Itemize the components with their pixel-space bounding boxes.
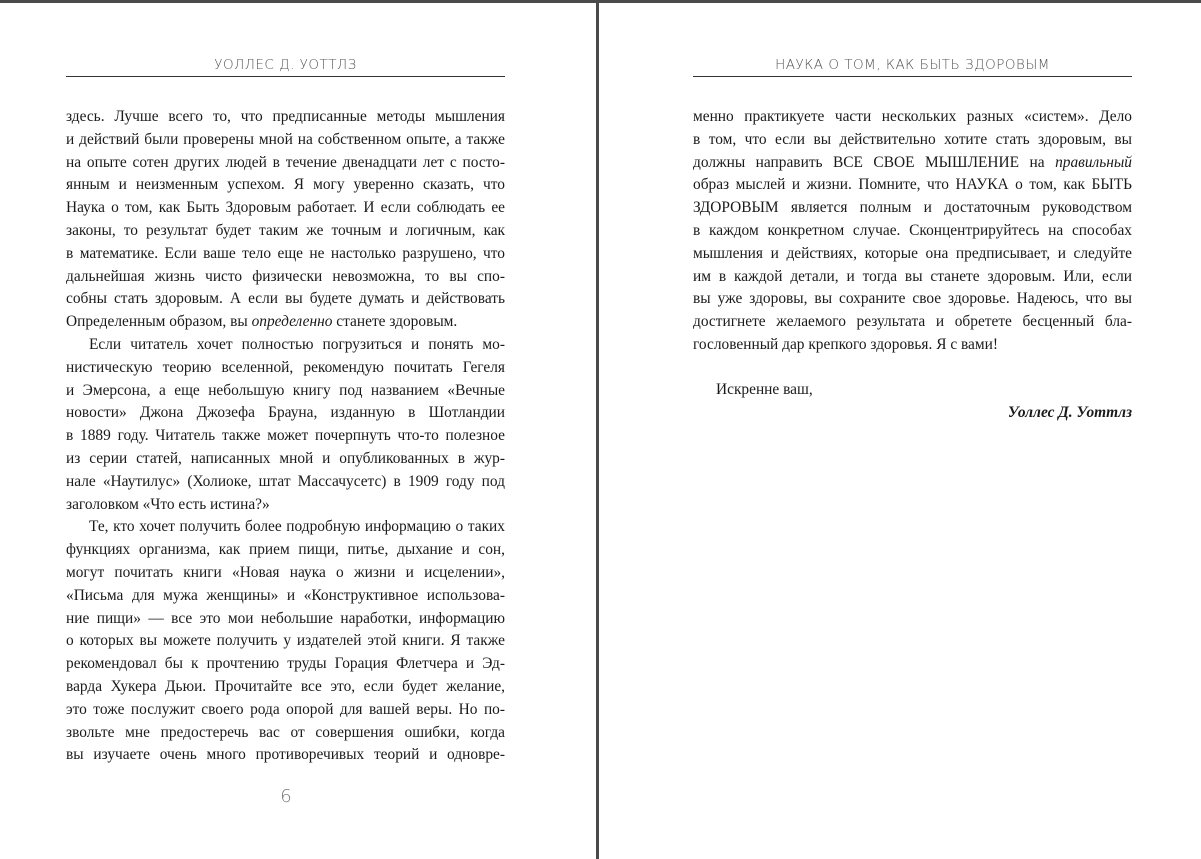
text-line: в математике. Если ваше тело еще не настолько разрушено, что	[66, 244, 505, 262]
text-line: в каждом конкретном случае. Сконцентрируйтесь на способах	[693, 221, 1132, 239]
text-line: ЗДОРОВЫМ является полным и достаточным руководством	[693, 199, 1132, 217]
text-line: варда Хукера Дьюи. Прочитайте все это, если будет желание,	[66, 677, 505, 695]
text-line: и действий были проверены мной на собственном опыте, а также	[66, 130, 505, 148]
text-line: новости» Джона Джозефа Брауна, изданную в Шотландии	[66, 404, 505, 422]
right-page-paragraph	[693, 106, 1132, 357]
text-line: Если читатель хочет полностью погрузиться и понять мо-	[89, 335, 505, 353]
text-line: дальнейшая жизнь чисто физически невозможна, то вы спо-	[66, 267, 505, 285]
text-segment: станете здоровым.	[332, 313, 458, 331]
text-line: нале «Наутилус» (Холиоке, штат Массачусетс) в 1909 году под	[66, 472, 505, 490]
running-head-title: НАУКА О ТОМ, КАК БЫТЬ ЗДОРОВЫМ	[693, 56, 1132, 77]
text-segment: должны направить ВСЕ СВОЕ МЫШЛЕНИЕ на	[693, 153, 1056, 171]
text-line: Те, кто хочет получить более подробную информацию о таких	[89, 518, 505, 536]
text-line: заголовком «Что есть истина?»	[66, 495, 270, 513]
signature-gap	[693, 357, 1132, 379]
text-line: ние пищи» — все это мои небольшие наработки, информацию	[66, 609, 505, 627]
text-line: собны стать здоровым. А если вы будете думать и действовать	[66, 290, 505, 308]
emphasis-text: правильный	[1055, 153, 1132, 171]
text-line: им в каждой детали, и тогда вы станете здоровым. Или, если	[693, 267, 1132, 285]
author-signature: Уоллес Д. Уоттлз	[1007, 403, 1132, 421]
text-line: о которых вы можете получить у издателей этой книги. Я также	[66, 632, 505, 650]
running-head-author: УОЛЛЕС Д. УОТТЛЗ	[66, 56, 505, 77]
text-line: вы уже здоровы, вы сохраните свое здоровье. Надеюсь, что вы	[693, 290, 1132, 308]
text-line: могут почитать книги «Новая наука о жизни и исцелении»,	[66, 563, 505, 581]
text-line: в 1889 году. Читатель также может почерпнуть что-то полезное	[66, 427, 505, 445]
emphasis-text: определенно	[251, 313, 333, 331]
text-line: нистическую теорию вселенной, рекомендую почитать Гегеля	[66, 358, 505, 376]
text-line: звольте мне предостеречь вас от совершения ошибки, когда	[66, 723, 505, 741]
text-line: достигнете желаемого результата и обретете бесценный бла-	[693, 313, 1132, 331]
left-page	[0, 0, 596, 859]
text-line: менно практикуете части нескольких разных «систем». Дело	[693, 108, 1132, 125]
closing-salutation: Искренне ваш,	[716, 380, 813, 398]
text-line: янным и неизменным успехом. Я могу уверенно сказать, что	[66, 176, 505, 194]
text-line: это тоже послужит своего рода опорой для вашей веры. Но по-	[66, 700, 505, 718]
text-line: образ мыслей и жизни. Помните, что НАУКА о том, как БЫТЬ	[693, 176, 1132, 194]
text-line: вы изучаете очень много противоречивых теорий и одновре-	[66, 746, 505, 764]
text-line: здесь. Лучше всего то, что предписанные методы мышления	[66, 108, 505, 125]
text-line: Наука о том, как Быть Здоровым работает. И если соблюдать ее	[66, 199, 505, 217]
text-line: мышления и действиях, которые она предписывает, и следуйте	[693, 244, 1132, 262]
text-line	[66, 311, 505, 334]
page-number: 6	[280, 786, 292, 807]
text-line: функциях организма, как прием пищи, питье, дыхание и сон,	[66, 541, 505, 559]
text-line: и Эмерсона, а еще небольшую книгу под названием «Вечные	[66, 381, 505, 399]
text-line: рекомендовал бы к прочтению труды Горация Флетчера и Эд-	[66, 655, 505, 673]
right-page-body	[693, 106, 1132, 424]
left-page-body	[66, 106, 505, 767]
right-page	[599, 0, 1201, 859]
text-segment: Определенным образом, вы	[66, 313, 252, 331]
text-line: гословенный дар крепкого здоровья. Я с вами!	[693, 335, 998, 353]
text-line: «Письма для мужа женщины» и «Конструктивное использова-	[66, 586, 505, 604]
text-line: из серии статей, написанных мной и опубликованных в жур-	[66, 449, 505, 467]
text-line	[693, 152, 1132, 175]
text-line: в том, что если вы действительно хотите стать здоровым, вы	[693, 130, 1132, 148]
text-line: на опыте сотен других людей в течение двенадцати лет с посто-	[66, 153, 505, 171]
text-line: законы, то результат будет таким же точным и логичным, как	[66, 221, 505, 239]
